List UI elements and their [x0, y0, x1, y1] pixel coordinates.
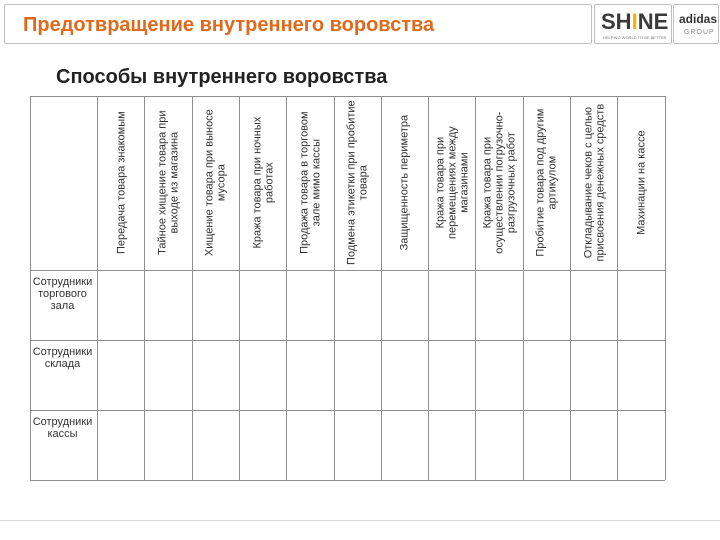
column-header: Подмена этикетки при пробитие товара [345, 100, 370, 266]
shine-logo-text: SHINE [601, 9, 669, 34]
title-bar [4, 4, 592, 44]
column-header: Откладывание чеков с целью присвоения денежных средств [581, 104, 606, 262]
bottom-divider [0, 520, 720, 521]
table-vline [144, 96, 145, 480]
table-vline [570, 96, 571, 480]
table-vline [475, 96, 476, 480]
column-header: Кража товара при перемещениях между магазинами [433, 126, 470, 240]
shine-tagline: HELPING WORLD TO BE BETTER [603, 35, 667, 40]
table-vline [617, 96, 618, 480]
page-title: Предотвращение внутреннего воровства [23, 14, 435, 36]
column-header: Защищенность периметра [398, 115, 411, 251]
table-vline [97, 96, 98, 480]
column-header: Кража товара при ночных работах [250, 117, 275, 249]
shine-logo [594, 4, 672, 44]
table-vline [665, 96, 666, 480]
adidas-logo-text: adidas [679, 12, 718, 26]
header [0, 0, 720, 50]
column-header: Пробитие товара под другим артикулом [534, 108, 559, 258]
column-header: Продажа товара в торговом зале мимо кассы [297, 111, 322, 255]
row-label: Сотрудники склада [32, 346, 93, 370]
row-label: Сотрудники кассы [32, 416, 93, 440]
column-header: Тайное хищение товара при выходе из магазина [155, 110, 180, 256]
table-vline [428, 96, 429, 480]
row-label: Сотрудники торгового зала [32, 276, 93, 312]
column-header: Махинации на кассе [634, 130, 647, 236]
table-hline [30, 480, 665, 481]
table-vline [239, 96, 240, 480]
table-vline [286, 96, 287, 480]
column-header: Кража товара при осуществлении погрузочно-разгрузочных работ [481, 111, 518, 255]
column-header: Передача товара знакомым [114, 111, 127, 255]
adidas-logo [673, 4, 719, 44]
column-header: Хищение товара при выносе мусора [203, 109, 228, 257]
group-label: GROUP [684, 29, 715, 36]
section-subtitle: Способы внутреннего воровства [56, 66, 388, 88]
